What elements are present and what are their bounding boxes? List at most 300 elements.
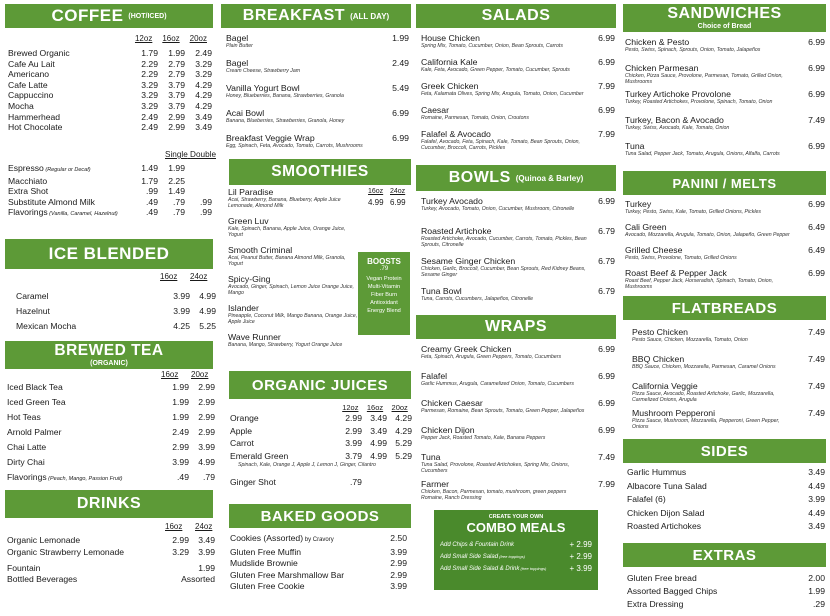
menu-item	[421, 81, 615, 101]
item-name: Mexican Mocha	[16, 321, 77, 331]
item-name: Arnold Palmer	[7, 427, 62, 437]
salads-title: SALADS	[481, 7, 551, 24]
item-desc: Tuna Salad, Provolone, Roasted Artichokes, Spring Mix, Onions, Cucumbers	[421, 462, 570, 475]
item-desc: Honey, Blueberries, Banana, Strawberries, Granola	[226, 93, 344, 99]
menu-item	[228, 274, 358, 301]
item-header	[625, 115, 825, 125]
price: 4.99	[368, 198, 384, 207]
item-name: Falafel (6)	[627, 494, 666, 504]
item-name: Creamy Greek Chicken	[421, 344, 512, 354]
item-desc: Chicken, Garlic, Broccoli, Cucumber, Bean Sprouts, Red Kidney Beans, Sesame Ginger	[421, 266, 586, 279]
item-name: Greek Chicken	[421, 81, 479, 91]
menu-item	[625, 268, 825, 289]
drinks-header	[5, 490, 213, 518]
item-desc: Banana, Blueberries, Strawberries, Granola, Honey	[226, 118, 345, 124]
drinks-title: DRINKS	[76, 495, 142, 512]
item-header	[421, 33, 615, 43]
price: 6.99	[392, 108, 409, 118]
item-name: Iced Black Tea	[7, 382, 63, 392]
price: 7.99	[598, 129, 615, 139]
price: 2.99	[168, 111, 185, 122]
item-name: Turkey Artichoke Provolone	[625, 89, 731, 99]
menu-item	[625, 141, 825, 164]
price: 4.99	[198, 457, 215, 467]
menu-item	[8, 207, 212, 220]
price: 6.79	[598, 256, 615, 266]
price: 2.99	[198, 427, 215, 437]
combo-item	[440, 539, 592, 551]
menu-item	[230, 533, 407, 547]
price: .49	[146, 207, 158, 218]
price: 3.29	[141, 100, 158, 111]
item-header	[632, 327, 825, 337]
item-name: Roasted Artichokes	[627, 521, 702, 531]
menu-item	[625, 245, 825, 266]
item-desc: Pizza Sauce, Mushroom, Mozzarella, Pepperoni, Green Pepper, Onions	[632, 418, 780, 431]
menu-item	[8, 122, 212, 133]
price: 3.99	[172, 457, 189, 467]
combo-item	[440, 563, 592, 575]
item-desc: Feta, Kalamata Olives, Spring Mix, Arugula, Tomato, Onion, Cucumber	[421, 91, 584, 97]
price: 3.79	[168, 90, 185, 101]
menu-item	[625, 37, 825, 60]
menu-item	[230, 570, 407, 582]
item-name: Falafel & Avocado	[421, 129, 491, 139]
item-header	[625, 199, 825, 209]
menu-item	[8, 80, 212, 91]
item-desc: Plain Butter	[226, 43, 253, 49]
item-header	[625, 37, 825, 47]
item-desc: Chicken, Bacon, Parmesan, tomato, mushroom, green peppers Romaine, Ranch Dressing	[421, 489, 567, 502]
ice-blended-sizes	[160, 272, 220, 281]
item-header	[226, 58, 409, 68]
price: 6.99	[598, 425, 615, 435]
size-label: 12oz	[342, 403, 359, 412]
price: 3.29	[172, 547, 189, 557]
price: 2.99	[345, 413, 362, 423]
price: 2.99	[168, 122, 185, 133]
menu-item	[627, 480, 825, 494]
price: .99	[200, 207, 212, 218]
size-label: Single	[165, 150, 188, 159]
item-header	[421, 81, 615, 91]
espresso-list	[8, 163, 212, 220]
item-name: Espresso (Regular or Decaf)	[8, 163, 91, 173]
item-name: Cafe Latte	[8, 79, 48, 90]
item-header	[226, 133, 409, 143]
breakfast-title: BREAKFAST	[242, 7, 346, 24]
price: 3.79	[168, 100, 185, 111]
item-name: Dirty Chai	[7, 457, 45, 467]
menu-item	[7, 455, 215, 470]
price: 3.99	[345, 438, 362, 448]
bowls-subtitle: (Quinoa & Barley)	[515, 173, 584, 183]
item-name: Turkey, Bacon & Avocado	[625, 115, 724, 125]
menu-item	[230, 581, 407, 593]
price: 4.99	[370, 438, 387, 448]
item-name: Brewed Organic	[8, 48, 70, 58]
item-name: Chicken Parmesan	[625, 63, 699, 73]
tea-sizes	[161, 370, 221, 379]
boosts-box	[358, 252, 410, 335]
item-name: Emerald Green	[230, 450, 289, 461]
combo-list	[440, 539, 592, 575]
item-header	[421, 398, 615, 408]
item-name: Cookies (Assorted) by Cravory	[230, 533, 334, 543]
combo-box	[434, 510, 598, 590]
size-label: 12oz	[134, 34, 153, 43]
item-note: by Cravory	[303, 537, 334, 543]
item-name: Chicken Dijon	[421, 425, 475, 435]
ice-blended-title: ICE BLENDED	[48, 244, 170, 263]
menu-item	[421, 452, 615, 477]
price: 3.49	[195, 122, 212, 133]
menu-item	[421, 425, 615, 450]
menu-item	[226, 108, 409, 129]
menu-item	[7, 534, 215, 546]
item-name: Tuna	[625, 141, 645, 151]
price: 2.49	[392, 58, 409, 68]
extras-title: EXTRAS	[692, 546, 757, 564]
price: .99	[146, 186, 158, 197]
price: + 2.99	[569, 540, 592, 549]
item-name: Americano	[8, 69, 50, 80]
item-name: Flavorings (Peach, Mango, Passion Fruit)	[7, 472, 123, 482]
menu-item	[632, 354, 825, 379]
item-name: Albacore Tuna Salad	[627, 480, 707, 491]
brewed-tea-title: BREWED TEA	[54, 342, 164, 360]
item-desc: Spring Mix, Tomato, Cucumber, Onion, Bean Sprouts, Carrots	[421, 43, 563, 49]
juice-list	[230, 412, 412, 468]
price: 2.99	[198, 412, 215, 422]
juices-header	[229, 371, 411, 399]
menu-item	[421, 105, 615, 125]
extras-header	[623, 543, 826, 567]
juices-title: ORGANIC JUICES	[251, 376, 389, 394]
panini-title: PANINI / MELTS	[672, 175, 777, 191]
menu-item	[421, 57, 615, 77]
price: 4.29	[195, 100, 212, 111]
price: 2.29	[141, 58, 158, 69]
brewed-tea-header	[5, 341, 213, 369]
item-name: Pesto Chicken	[632, 327, 689, 337]
price: 4.99	[199, 306, 216, 316]
price: 6.99	[598, 57, 615, 67]
price: .49	[146, 196, 158, 207]
price: 4.99	[199, 291, 216, 301]
boost-item: Antioxidant	[370, 300, 398, 306]
size-label: 16oz	[161, 370, 179, 379]
boost-item: Multi-Vitamin	[367, 284, 401, 290]
price: 7.49	[808, 354, 825, 364]
price: 5.25	[199, 321, 216, 331]
item-header	[226, 33, 409, 43]
panini-list	[625, 199, 825, 291]
item-desc: Tuna, Carrots, Cucumbers, Jalapeños, Citronelle	[421, 296, 534, 302]
item-name: Tuna	[421, 452, 441, 462]
price: 3.99	[390, 581, 407, 591]
item-desc: Egg, Spinach, Feta, Avocado, Tomato, Carrots, Mushrooms	[226, 143, 363, 149]
item-name: Gluten Free bread	[627, 573, 697, 583]
coffee-subtitle: (HOT/ICED)	[128, 12, 167, 20]
item-header	[625, 89, 825, 99]
price: 3.29	[195, 69, 212, 80]
item-name: Apple	[230, 425, 252, 436]
menu-item	[7, 470, 215, 487]
menu-item	[16, 319, 216, 334]
price: 6.99	[598, 105, 615, 115]
item-name: Breakfast Veggie Wrap	[226, 133, 315, 143]
menu-item	[8, 90, 212, 101]
sides-header	[623, 439, 826, 463]
menu-item	[421, 129, 615, 152]
item-header	[421, 256, 615, 266]
item-name: Lil Paradise	[228, 187, 274, 197]
item-name: Turkey Avocado	[421, 196, 483, 206]
price: 6.99	[808, 199, 825, 209]
menu-item	[8, 69, 212, 80]
price: .79	[203, 472, 215, 482]
item-name: Roasted Artichoke	[421, 226, 492, 236]
price: 3.29	[141, 90, 158, 101]
price: 1.99	[198, 563, 215, 573]
price: 2.99	[198, 397, 215, 407]
boost-item: Energy Blend	[367, 308, 401, 314]
price: 3.79	[345, 450, 362, 461]
item-name: Add Small Side Salad & Drink (free toppings)	[440, 566, 547, 572]
item-header	[228, 216, 358, 226]
menu-item	[421, 226, 615, 252]
menu-item	[627, 507, 825, 521]
price: 2.00	[808, 573, 825, 583]
item-name: Chicken & Pesto	[625, 37, 690, 47]
item-name: Green Luv	[228, 216, 269, 226]
item-header	[632, 354, 825, 364]
price: 1.99	[172, 412, 189, 422]
item-desc: Parmesan, Romaine, Bean Sprouts, Tomato, Green Pepper, Jalapeños	[421, 408, 585, 414]
price: 1.79	[141, 48, 158, 58]
item-desc: Pesto, Swiss, Provolone, Tomato, Grilled Onions	[625, 255, 737, 261]
item-desc: Roast Beef, Pepper Jack, Horseradish, Spinach, Tomato, Onion, Mushrooms	[625, 278, 774, 291]
price: 6.79	[598, 226, 615, 236]
baked-list	[230, 533, 407, 593]
bowls-header	[416, 165, 616, 191]
boosts-price: .79	[379, 266, 389, 272]
price: .29	[813, 599, 825, 609]
baked-header	[229, 504, 411, 528]
menu-item	[8, 163, 212, 176]
size-label: 16oz	[162, 34, 180, 43]
menu-item	[421, 479, 615, 504]
item-header	[421, 425, 615, 435]
salads-header	[416, 4, 616, 28]
menu-item	[7, 380, 215, 395]
breakfast-list	[226, 33, 409, 158]
ice-blended-header	[5, 239, 213, 269]
menu-item	[228, 303, 358, 330]
item-header	[421, 196, 615, 206]
combo-label: CREATE YOUR OWN	[488, 514, 544, 520]
price: 5.29	[395, 450, 412, 461]
smoothie-prices	[368, 198, 412, 207]
menu-item	[421, 286, 615, 312]
menu-item	[8, 186, 212, 197]
size-label: 20oz	[391, 403, 408, 412]
item-desc: Kale, Spinach, Banana, Apple Juice, Orange Juice, Yogurt	[228, 226, 346, 239]
menu-item	[7, 425, 215, 440]
item-name: Mocha	[8, 100, 34, 111]
item-desc: Turkey, Pesto, Swiss, Kale, Tomato, Grilled Onions, Pickles	[625, 209, 761, 215]
price: 6.99	[390, 198, 406, 207]
item-name: Iced Green Tea	[7, 397, 66, 407]
item-name: Gluten Free Marshmallow Bar	[230, 569, 345, 580]
sides-list	[627, 466, 825, 534]
menu-item	[7, 546, 215, 558]
price: 6.99	[598, 398, 615, 408]
juice-sizes	[338, 403, 412, 412]
price: 4.29	[395, 425, 412, 436]
item-name: Hot Teas	[7, 412, 41, 422]
item-desc: Turkey, Swiss, Avocado, Kale, Tomato, Onion	[625, 125, 730, 131]
item-name: California Veggie	[632, 381, 698, 391]
price: 1.49	[168, 186, 185, 197]
item-name: Organic Strawberry Lemonade	[7, 547, 125, 557]
price: 6.99	[808, 89, 825, 99]
price: .79	[173, 207, 185, 218]
item-name: Cafe Au Lait	[8, 58, 55, 69]
price: 3.99	[198, 547, 215, 557]
item-name: Tuna Bowl	[421, 286, 462, 296]
sandwiches-subtitle: Choice of Bread	[697, 23, 752, 30]
menu-item	[632, 381, 825, 406]
item-name: Grilled Cheese	[625, 245, 683, 255]
item-note: (Peach, Mango, Passion Fruit)	[46, 476, 123, 482]
item-note: (Vanilla, Caramel, Hazelnut)	[47, 211, 118, 218]
item-name: Chai Latte	[7, 442, 47, 452]
item-name: Caramel	[16, 291, 49, 301]
item-desc: Roasted Artichoke, Avocado, Cucumber, Carrots, Tomato, Pickles, Bean Sprouts, Citronelle	[421, 236, 587, 249]
item-name: Assorted Bagged Chips	[627, 586, 718, 596]
price: 6.99	[808, 268, 825, 278]
item-name: Gluten Free Muffin	[230, 546, 302, 557]
menu-item	[627, 585, 825, 598]
price: + 2.99	[569, 552, 592, 561]
item-desc: Acai, Peanut Butter, Banana Almond Milk, Granola, Yogurt	[228, 255, 346, 268]
menu-item	[7, 563, 215, 574]
item-desc: Acai, Strawberry, Banana, Blueberry, Apple Juice Lemonade, Almond Milk	[228, 197, 341, 210]
menu-item	[421, 344, 615, 369]
smoothies-title: SMOOTHIES	[271, 163, 369, 180]
menu-item	[7, 440, 215, 455]
price: 2.49	[172, 427, 189, 437]
size-label: 16oz	[368, 188, 384, 195]
item-header	[625, 141, 825, 151]
bowls-title: BOWLS	[448, 169, 511, 186]
menu-item	[228, 332, 358, 359]
item-desc: Pineapple, Coconut Milk, Mango Banana, Orange Juice, Apple Juice	[228, 313, 358, 326]
menu-item	[8, 176, 212, 187]
item-desc: Chicken, Pizza Sauce, Provolone, Parmesan, Tomato, Grilled Onion, Mushrooms	[625, 73, 783, 86]
smoothies-header	[229, 159, 411, 185]
price: 3.49	[808, 467, 825, 477]
price: 3.29	[195, 58, 212, 69]
size-label: 20oz	[191, 370, 209, 379]
item-desc: Avocado, Ginger, Spinach, Lemon Juice Orange Juice, Mango	[228, 284, 354, 297]
price: 6.49	[808, 222, 825, 232]
price: 6.79	[598, 286, 615, 296]
price: 4.29	[195, 79, 212, 90]
menu-item	[625, 89, 825, 112]
item-header	[421, 452, 615, 462]
item-header	[632, 381, 825, 391]
item-name: Add Small Side Salad (free toppings)	[440, 554, 525, 560]
item-name: Organic Lemonade	[7, 535, 81, 545]
price: 7.49	[808, 115, 825, 125]
price: 7.99	[598, 479, 615, 489]
price: .49	[177, 472, 189, 482]
item-name: Fountain	[7, 563, 41, 573]
size-label: 20oz	[189, 34, 207, 43]
price: 6.99	[808, 141, 825, 151]
price: 4.29	[195, 90, 212, 101]
menu-item	[8, 48, 212, 59]
price: 3.49	[198, 535, 215, 545]
item-header	[421, 226, 615, 236]
item-name: Smooth Criminal	[228, 245, 293, 255]
flatbreads-title: FLATBREADS	[671, 299, 778, 317]
menu-item	[7, 410, 215, 425]
price: 2.79	[168, 58, 185, 69]
menu-item	[421, 371, 615, 396]
item-desc: Garlic Hummus, Arugula, Caramelized Onion, Tomato, Cucumbers	[421, 381, 574, 387]
menu-item	[7, 574, 215, 585]
item-name: Caesar	[421, 105, 450, 115]
flatbread-list	[632, 327, 825, 435]
column-2	[221, 0, 411, 616]
price: 2.49	[195, 48, 212, 58]
menu-item	[627, 493, 825, 507]
wraps-header	[416, 315, 616, 339]
item-header	[421, 286, 615, 296]
price: 3.99	[390, 546, 407, 557]
item-name: Falafel	[421, 371, 448, 381]
item-name: Cali Green	[625, 222, 667, 232]
price: 3.99	[198, 442, 215, 452]
item-header	[228, 187, 358, 197]
price: 2.79	[168, 69, 185, 80]
price: 6.99	[598, 371, 615, 381]
item-name: Flavorings (Vanilla, Caramel, Hazelnut)	[8, 207, 118, 218]
item-desc: Kale, Feta, Avocado, Green Pepper, Tomato, Cucumber, Sprouts	[421, 67, 570, 73]
coffee-list	[8, 48, 212, 133]
price: 1.49	[141, 163, 158, 173]
menu-item	[16, 289, 216, 304]
item-name: Cappuccino	[8, 90, 54, 101]
item-name: Bottled Beverages	[7, 574, 78, 584]
breakfast-header	[221, 4, 411, 28]
item-name: Hot Chocolate	[8, 122, 63, 133]
price: 3.99	[173, 291, 190, 301]
sandwiches-title: SANDWICHES	[667, 5, 782, 22]
bowl-list	[421, 196, 615, 316]
menu-item	[625, 115, 825, 138]
menu-item	[632, 408, 825, 433]
item-name: Islander	[228, 303, 259, 313]
menu-item	[625, 63, 825, 86]
smoothie-list	[228, 187, 358, 361]
price: 2.49	[141, 111, 158, 122]
item-name: Turkey	[625, 199, 652, 209]
